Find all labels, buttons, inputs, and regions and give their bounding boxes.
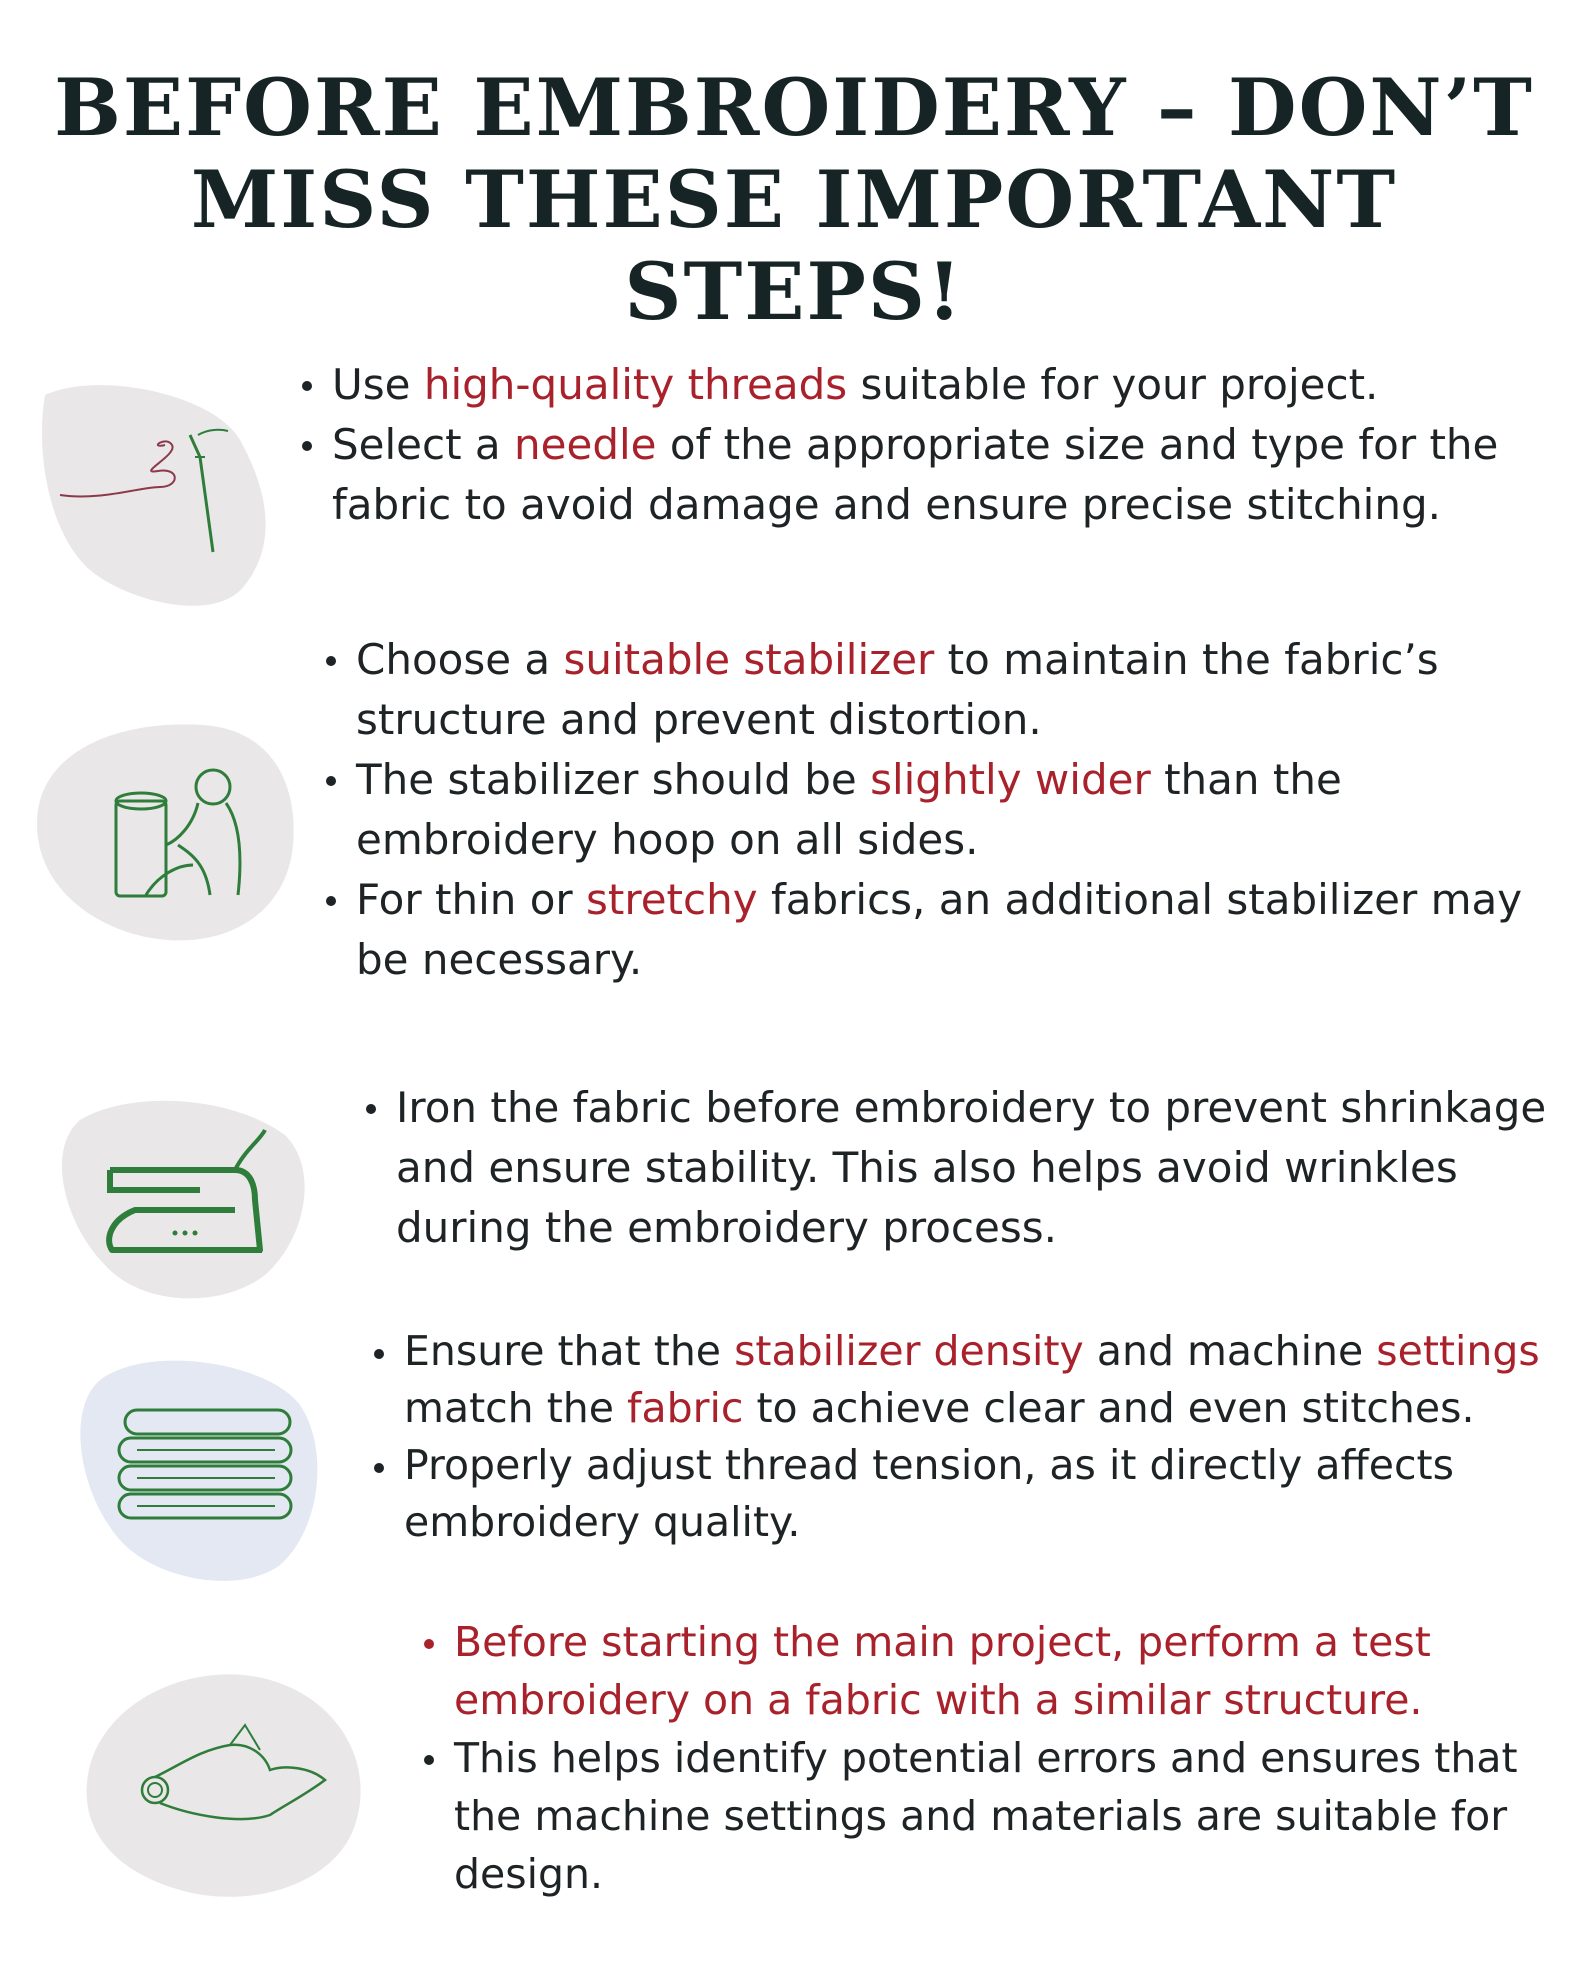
list-item: Before starting the main project, perform a test embroidery on a fabric with a similar structure. xyxy=(418,1613,1578,1729)
list-item: Properly adjust thread tension, as it directly affects embroidery quality. xyxy=(368,1437,1568,1551)
section-ironing xyxy=(360,1078,1560,1258)
title-line-1: BEFORE EMBROIDERY – DON’T xyxy=(54,61,1534,154)
list-item: Ensure that the stabilizer density and machine settings match the fabric to achieve clear and even stitches. xyxy=(368,1323,1568,1437)
title-line-3: STEPS! xyxy=(624,245,964,338)
section-stabilizer xyxy=(320,630,1560,990)
iron-icon xyxy=(50,1090,310,1305)
section-settings xyxy=(368,1323,1568,1551)
list-item: The stabilizer should be slightly wider than the embroidery hoop on all sides. xyxy=(320,750,1560,870)
section-threads-needle xyxy=(296,355,1566,535)
needle-thread-icon xyxy=(30,375,290,625)
list-item: For thin or stretchy fabrics, an additional stabilizer may be necessary. xyxy=(320,870,1560,990)
section-test-embroidery xyxy=(418,1613,1578,1903)
title-line-2: MISS THESE IMPORTANT xyxy=(190,153,1398,246)
list-item: Choose a suitable stabilizer to maintain the fabric’s structure and prevent distortion. xyxy=(320,630,1560,750)
list-item: This helps identify potential errors and ensures that the machine settings and materials are suitable for design. xyxy=(418,1729,1578,1903)
list-item: Select a needle of the appropriate size and type for the fabric to avoid damage and ensure precise stitching. xyxy=(296,415,1566,535)
folded-fabric-stack-icon xyxy=(75,1350,325,1585)
list-item: Iron the fabric before embroidery to prevent shrinkage and ensure stability. This also helps avoid wrinkles during the embroidery process. xyxy=(360,1078,1560,1258)
list-item: Use high-quality threads suitable for your project. xyxy=(296,355,1566,415)
fabric-roll-icon xyxy=(70,1655,380,1905)
stabilizer-roll-person-icon xyxy=(28,715,303,945)
page-title xyxy=(0,62,1588,338)
